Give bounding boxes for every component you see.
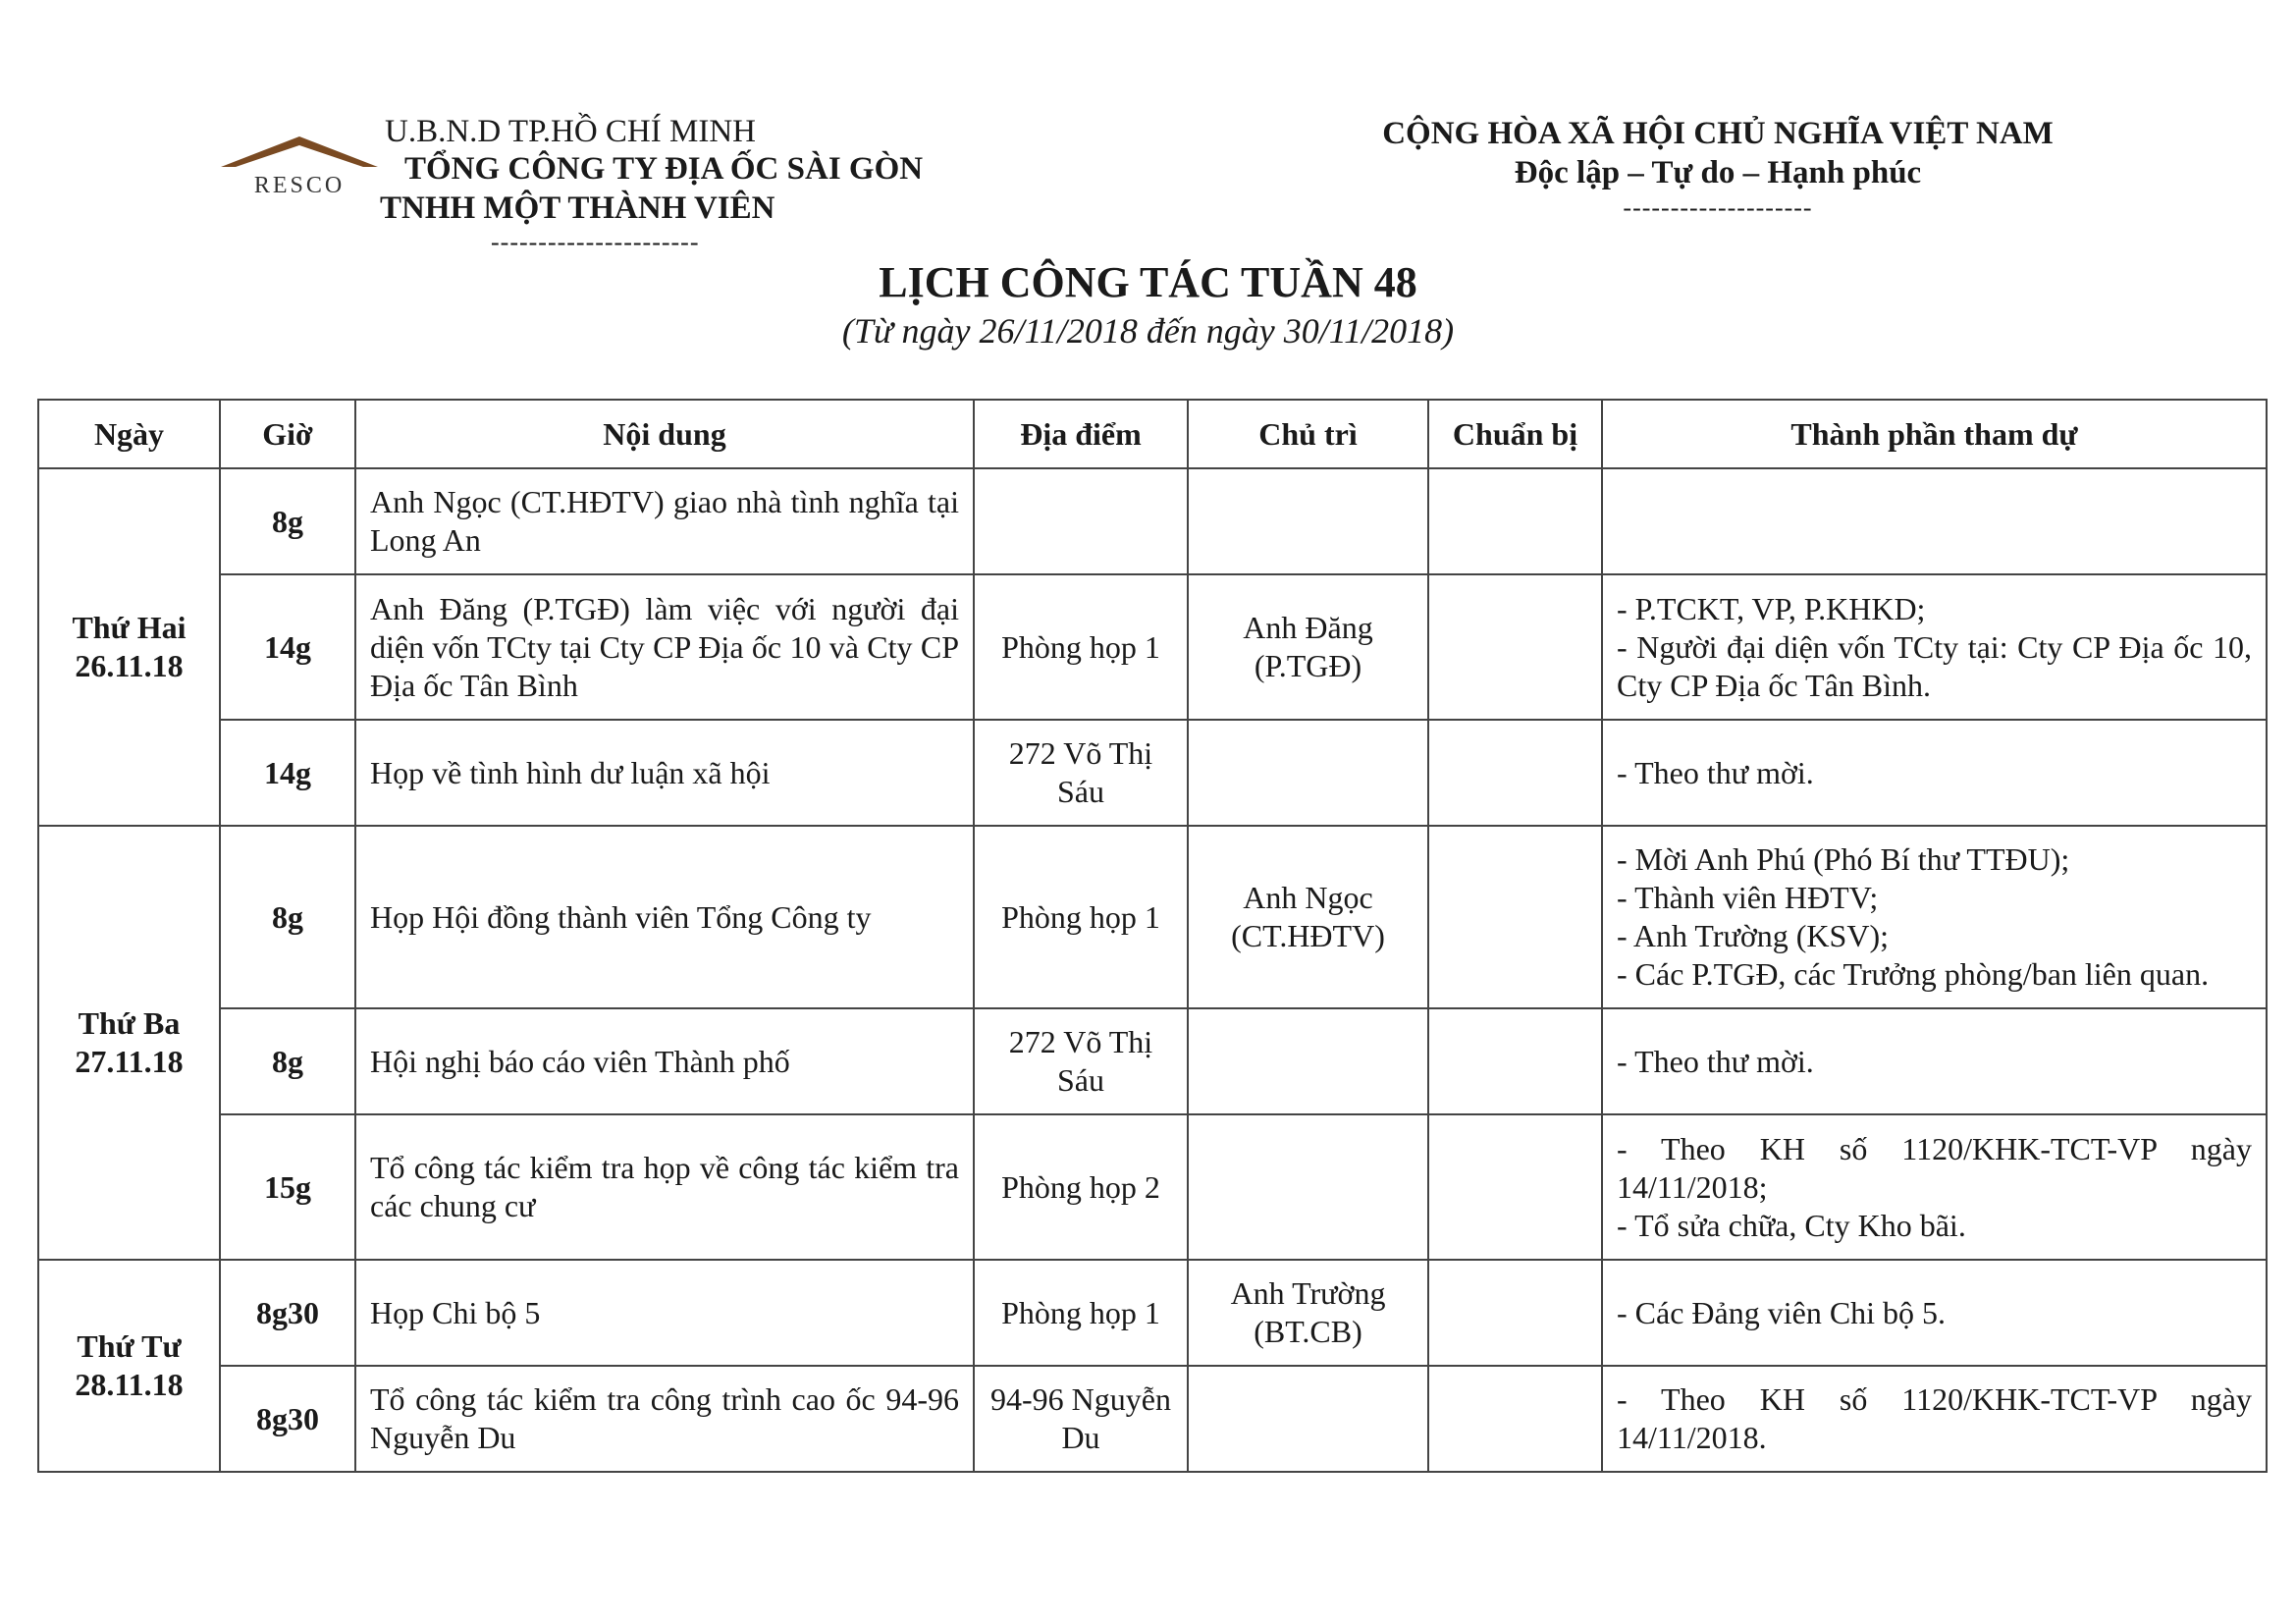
prep-cell [1428,1366,1602,1472]
header-chair: Chủ trì [1188,400,1428,468]
day-date: 28.11.18 [75,1367,184,1402]
time-cell: 14g [220,574,355,720]
table-row [38,574,2267,720]
table-row [38,826,2267,1008]
content-cell: Tổ công tác kiểm tra họp về công tác kiểm tra các chung cư [355,1114,974,1260]
attendee-line: - Người đại diện vốn TCty tại: Cty CP Địa ốc 10, Cty CP Địa ốc Tân Bình. [1617,628,2252,703]
place-cell: 272 Võ Thị Sáu [974,720,1188,826]
attendee-line: - Theo thư mời. [1617,1043,1814,1079]
time-cell: 8g [220,1008,355,1114]
prep-cell [1428,468,1602,574]
table-row [38,1114,2267,1260]
time-cell: 15g [220,1114,355,1260]
place-cell: 94-96 Nguyễn Du [974,1366,1188,1472]
attendees-cell [1602,1008,2267,1114]
header-day: Ngày [38,400,220,468]
schedule-table [37,399,2268,1473]
content-cell: Anh Đăng (P.TGĐ) làm việc với người đại diện vốn TCty tại Cty CP Địa ốc 10 và Cty CP Địa ốc Tân Bình [355,574,974,720]
chair-cell [1188,1366,1428,1472]
header-attendees: Thành phần tham dự [1602,400,2267,468]
chair-cell: Anh Đăng (P.TGĐ) [1188,574,1428,720]
nation-title: CỘNG HÒA XÃ HỘI CHỦ NGHĨA VIỆT NAM [1382,116,2054,151]
place-cell: Phòng họp 1 [974,826,1188,1008]
header-prep: Chuẩn bị [1428,400,1602,468]
day-name: Thứ Hai [72,610,187,645]
attendees-cell [1602,1260,2267,1366]
header-place: Địa điểm [974,400,1188,468]
place-cell [974,468,1188,574]
place-cell: 272 Võ Thị Sáu [974,1008,1188,1114]
chair-cell [1188,468,1428,574]
attendee-line: - Các P.TGĐ, các Trưởng phòng/ban liên quan. [1617,956,2210,992]
attendees-cell [1602,1114,2267,1260]
attendee-line: - Theo KH số 1120/KHK-TCT-VP ngày 14/11/2018. [1617,1381,2252,1455]
national-header [1276,114,2160,224]
day-cell [38,826,220,1260]
attendees-cell [1602,574,2267,720]
table-row [38,720,2267,826]
place-cell: Phòng họp 1 [974,574,1188,720]
day-cell [38,1260,220,1472]
page-title: LỊCH CÔNG TÁC TUẦN 48 [879,258,1417,306]
time-cell: 8g [220,826,355,1008]
time-cell: 14g [220,720,355,826]
attendee-line: - Theo thư mời. [1617,754,1814,790]
place-cell: Phòng họp 2 [974,1114,1188,1260]
time-cell: 8g30 [220,1366,355,1472]
org-name: TỔNG CÔNG TY ĐỊA ỐC SÀI GÒN [404,151,924,187]
attendee-line: - Anh Trường (KSV); [1617,918,1889,953]
attendees-cell [1602,826,2267,1008]
prep-cell [1428,1260,1602,1366]
attendee-line: - P.TCKT, VP, P.KHKD; [1617,590,1926,626]
time-cell: 8g [220,468,355,574]
attendee-line: - Thành viên HĐTV; [1617,880,1879,915]
chair-cell: Anh Trường (BT.CB) [1188,1260,1428,1366]
day-date: 26.11.18 [75,648,184,683]
attendees-cell [1602,720,2267,826]
prep-cell [1428,826,1602,1008]
chair-cell: Anh Ngọc (CT.HĐTV) [1188,826,1428,1008]
day-date: 27.11.18 [75,1044,184,1079]
table-row [38,468,2267,574]
header-content: Nội dung [355,400,974,468]
content-cell: Họp về tình hình dư luận xã hội [355,720,974,826]
attendee-line: - Các Đảng viên Chi bộ 5. [1617,1294,1947,1330]
content-cell: Họp Hội đồng thành viên Tổng Công ty [355,826,974,1008]
org-parent: U.B.N.D TP.HỒ CHÍ MINH [385,114,757,149]
chair-cell [1188,1008,1428,1114]
attendee-line: - Theo KH số 1120/KHK-TCT-VP ngày 14/11/2018; [1617,1130,2252,1205]
table-row [38,1260,2267,1366]
table-header-row [38,400,2267,468]
prep-cell [1428,1008,1602,1114]
chair-cell [1188,1114,1428,1260]
prep-cell [1428,1114,1602,1260]
content-cell: Họp Chi bộ 5 [355,1260,974,1366]
attendee-line: - Mời Anh Phú (Phó Bí thư TTĐU); [1617,841,2070,877]
prep-cell [1428,574,1602,720]
prep-cell [1428,720,1602,826]
chair-cell [1188,720,1428,826]
attendees-cell [1602,468,2267,574]
day-name: Thứ Tư [77,1328,182,1364]
national-motto: Độc lập – Tự do – Hạnh phúc [1514,155,1922,190]
content-cell: Tổ công tác kiểm tra công trình cao ốc 94-96 Nguyễn Du [355,1366,974,1472]
right-separator: -------------------- [1623,193,1813,222]
place-cell: Phòng họp 1 [974,1260,1188,1366]
content-cell: Anh Ngọc (CT.HĐTV) giao nhà tình nghĩa tại Long An [355,468,974,574]
attendee-line: - Tổ sửa chữa, Cty Kho bãi. [1617,1207,1966,1243]
header-time: Giờ [220,400,355,468]
page-subtitle: (Từ ngày 26/11/2018 đến ngày 30/11/2018) [841,311,1455,351]
left-separator: ---------------------- [491,228,700,256]
table-row [38,1366,2267,1472]
org-type: TNHH MỘT THÀNH VIÊN [380,190,775,226]
content-cell: Hội nghị báo cáo viên Thành phố [355,1008,974,1114]
table-row [38,1008,2267,1114]
time-cell: 8g30 [220,1260,355,1366]
day-cell [38,468,220,826]
logo-text: RESCO [253,173,346,198]
attendees-cell [1602,1366,2267,1472]
day-name: Thứ Ba [78,1005,181,1041]
resco-logo [216,132,383,200]
